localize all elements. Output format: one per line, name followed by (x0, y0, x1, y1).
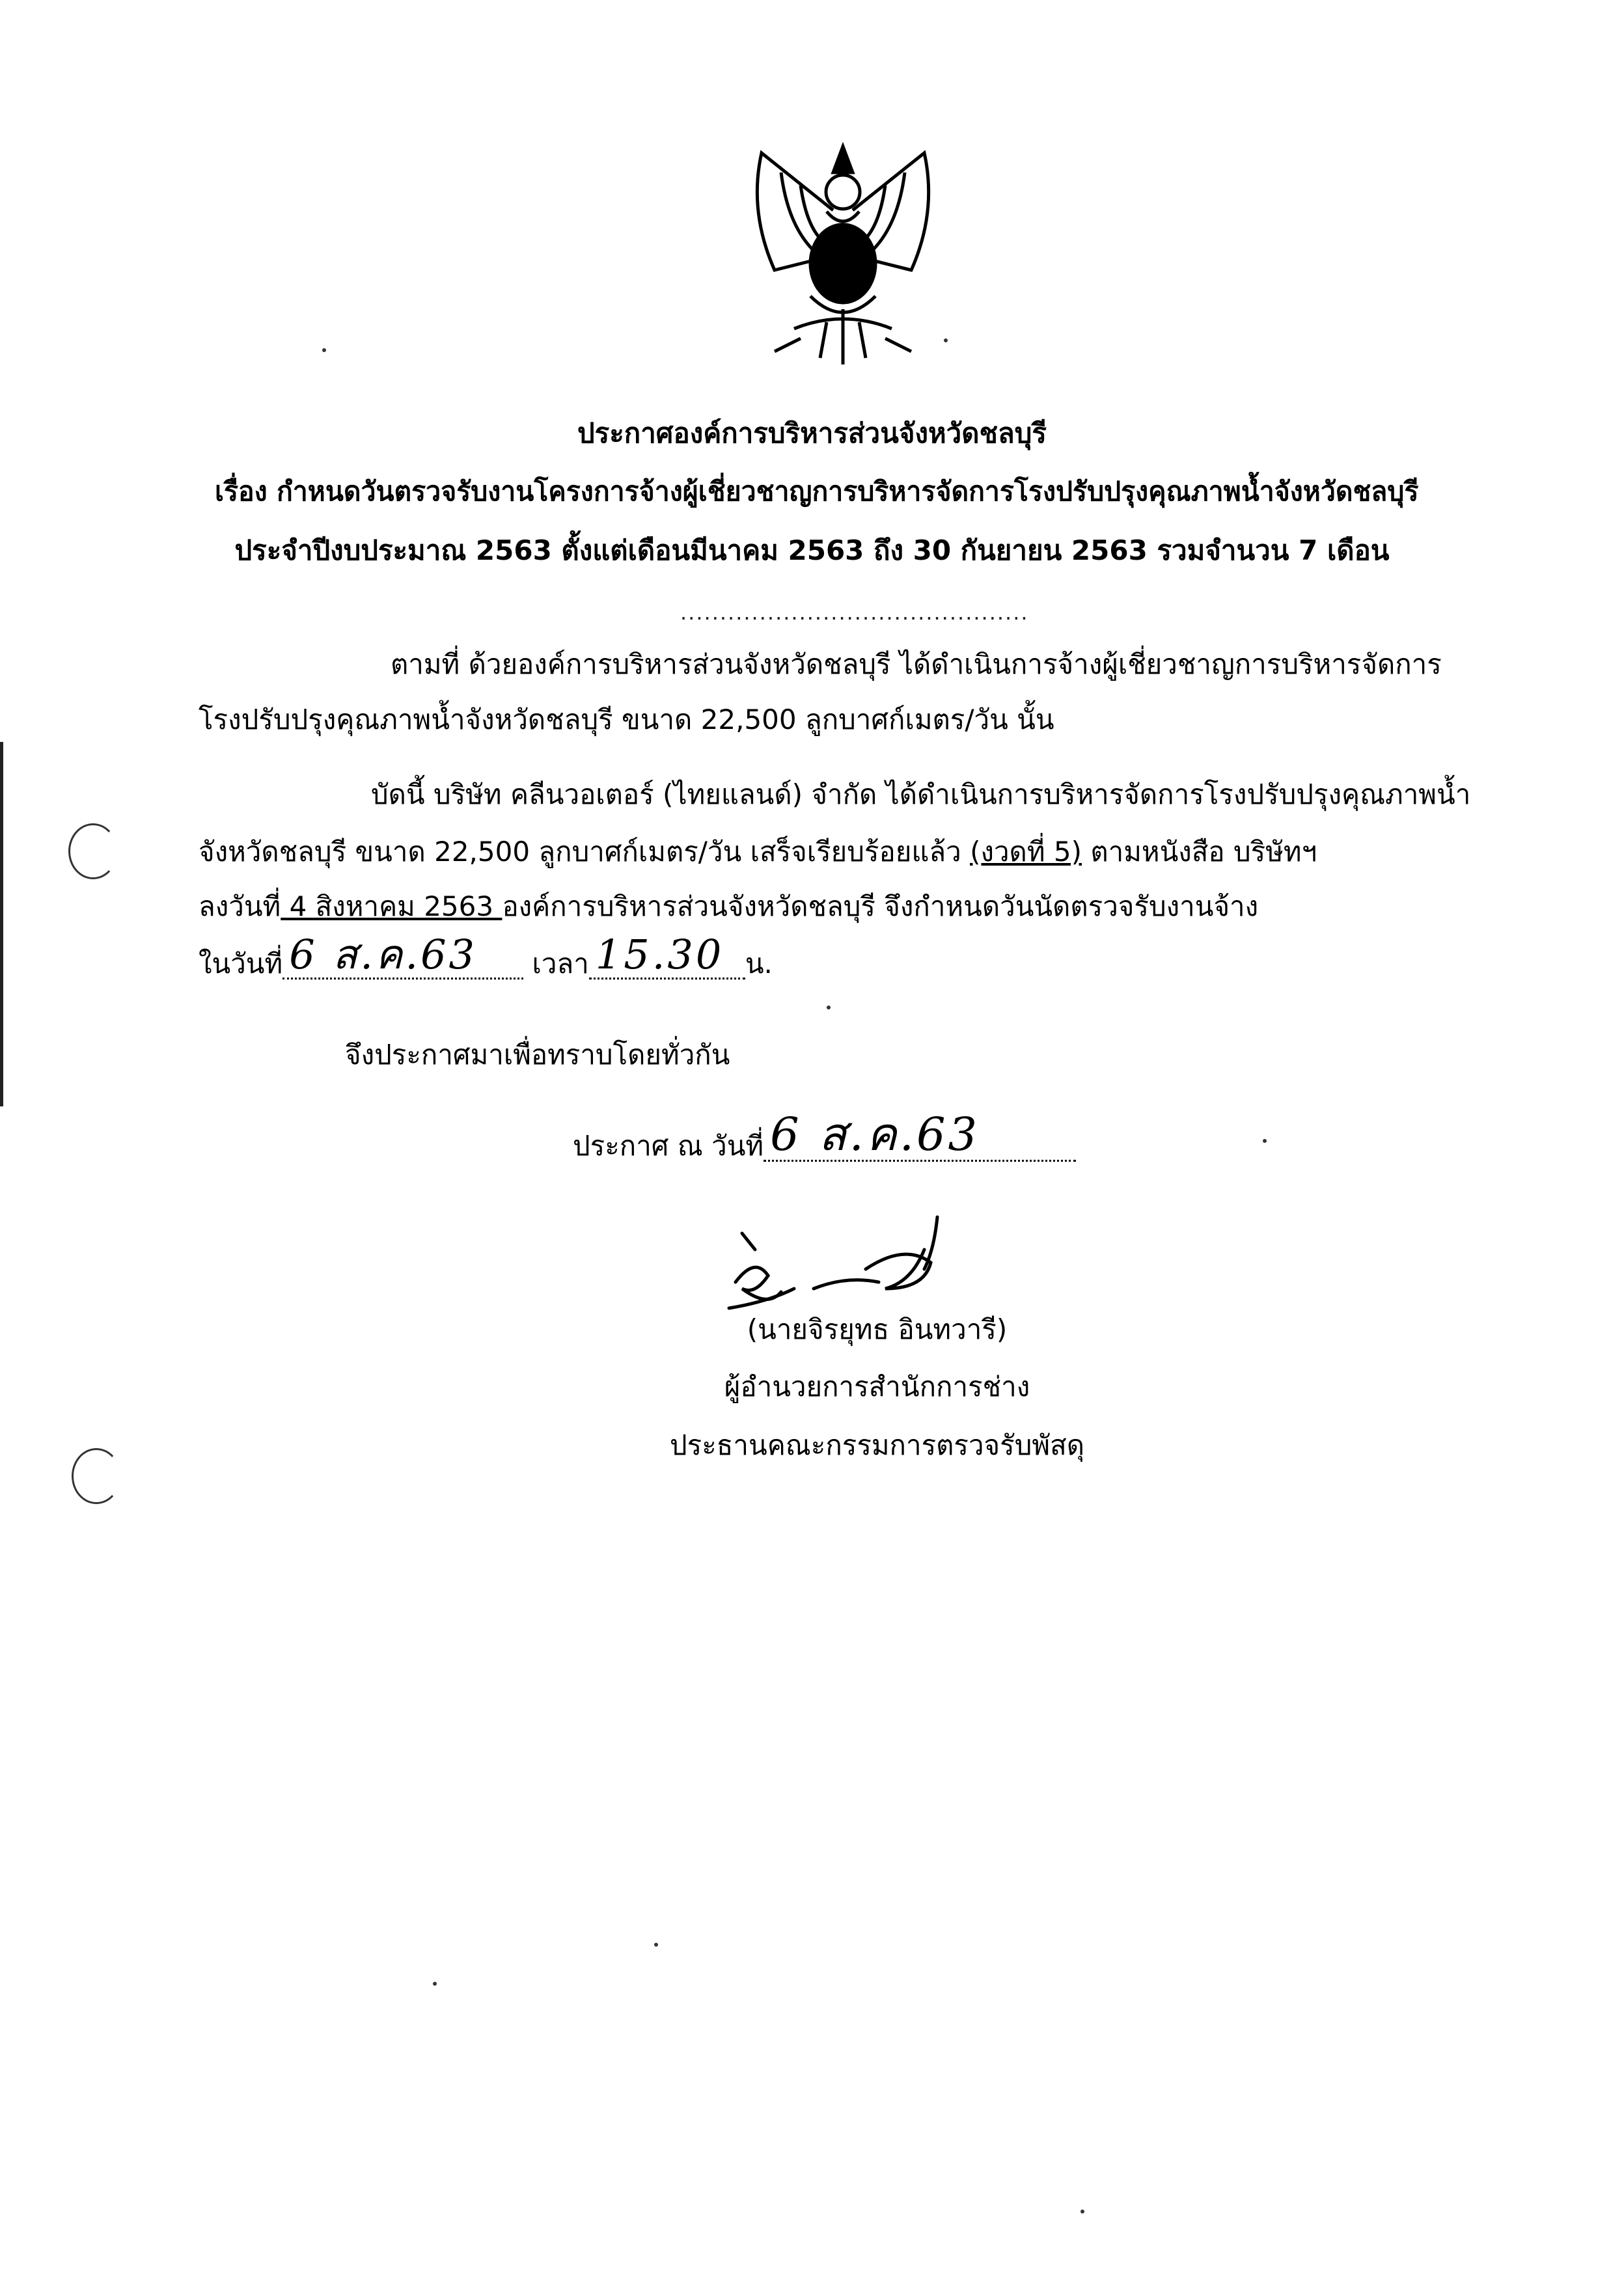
scan-edge (0, 742, 3, 1106)
title-divider: ............................................ (680, 600, 1029, 625)
installment-number: (งวดที่ 5) (970, 836, 1082, 868)
paragraph2-line3-text: องค์การบริหารส่วนจังหวัดชลบุรี จึงกำหนดวันนัดตรวจรับงานจ้าง (502, 890, 1259, 922)
announcement-period: ประจำปีงบประมาณ 2563 ตั้งแต่เดือนมีนาคม 2563 ถึง 30 กันยายน 2563 รวมจำนวน 7 เดือน (234, 534, 1390, 566)
paragraph2-line2 (199, 838, 1317, 866)
scan-speck (827, 1006, 831, 1009)
paragraph2-line1: บัดนี้ บริษัท คลีนวอเตอร์ (ไทยแลนด์) จำกัด ได้ดำเนินการบริหารจัดการโรงปรับปรุงคุณภาพน้ำ (371, 778, 1471, 810)
announcement-subject: เรื่อง กำหนดวันตรวจรับงานโครงการจ้างผู้เชี่ยวชาญการบริหารจัดการโรงปรับปรุงคุณภาพน้ำจังหวัดชลบุรี (215, 476, 1419, 507)
letter-date: 4 สิงหาคม 2563 (281, 890, 502, 922)
paragraph2-line2-text: จังหวัดชลบุรี ขนาด 22,500 ลูกบาศก์เมตร/วัน เสร็จเรียบร้อยแล้ว (199, 836, 970, 868)
scan-speck (1263, 1139, 1267, 1143)
signatory-name: (นายจิรยุทธ อินทวารี) (747, 1313, 1008, 1345)
inspection-date-field (282, 931, 523, 979)
scan-speck (944, 338, 948, 342)
conclusion-text: จึงประกาศมาเพื่อทราบโดยทั่วกัน (345, 1039, 730, 1071)
on-date-label: ในวันที่ (199, 948, 283, 979)
signatory-position: ผู้อำนวยการสำนักการช่าง (724, 1371, 1030, 1403)
paragraph1-line2: โรงปรับปรุงคุณภาพน้ำจังหวัดชลบุรี ขนาด 22,500 ลูกบาศก์เมตร/วัน นั้น (199, 704, 1054, 735)
announced-date-handwritten: 6 ส.ค.63 (770, 1108, 980, 1161)
paragraph2-line3 (199, 890, 1259, 922)
announced-on (573, 1108, 1076, 1162)
punch-hole-top (68, 823, 118, 879)
scan-speck (1080, 2210, 1084, 2213)
scan-speck (654, 1943, 658, 1947)
inspection-time-field (589, 931, 745, 979)
signatory-committee-role: ประธานคณะกรรมการตรวจรับพัสดุ (670, 1429, 1084, 1461)
inspection-date-handwritten: 6 ส.ค.63 (289, 931, 477, 978)
announced-on-label: ประกาศ ณ วันที่ (573, 1130, 764, 1162)
paragraph2-line2-text-end: ตามหนังสือ บริษัทฯ (1081, 836, 1317, 868)
signature-image (716, 1211, 963, 1321)
announced-date-field (764, 1108, 1076, 1162)
inspection-time-handwritten: 15.30 (595, 931, 724, 978)
time-unit: น. (745, 948, 773, 979)
scan-speck (433, 1982, 437, 1986)
scan-speck (322, 348, 326, 352)
dated-label: ลงวันที่ (199, 890, 281, 922)
announcement-title: ประกาศองค์การบริหารส่วนจังหวัดชลบุรี (577, 417, 1047, 449)
paragraph1-line1: ตามที่ ด้วยองค์การบริหารส่วนจังหวัดชลบุรี ได้ดำเนินการจ้างผู้เชี่ยวชาญการบริหารจัดการ (391, 648, 1442, 680)
time-label: เวลา (523, 948, 589, 979)
garuda-emblem-icon (736, 133, 950, 368)
paragraph2-line4 (199, 931, 773, 979)
